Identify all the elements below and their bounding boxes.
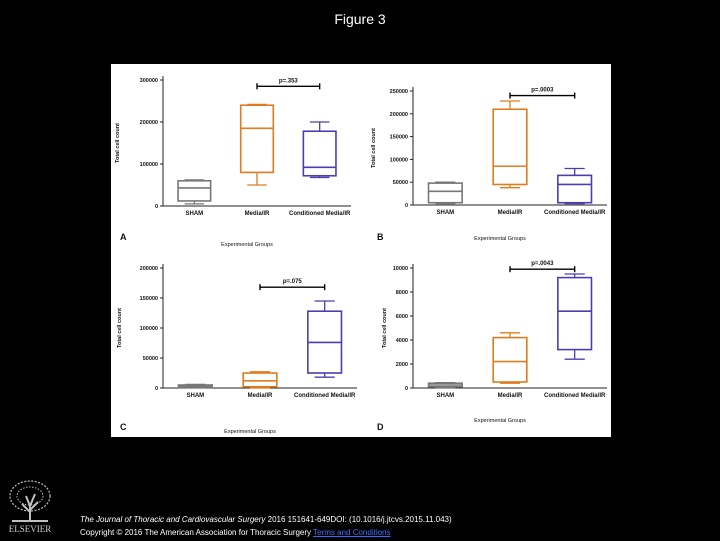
box-conditioned-media-ir — [558, 278, 592, 350]
x-axis-label: Experimental Groups — [474, 418, 526, 424]
x-category-label: SHAM — [185, 211, 204, 217]
y-tick-label: 50000 — [392, 180, 408, 187]
y-tick-label: 10000 — [392, 266, 408, 272]
box-sham — [178, 181, 211, 201]
p-value-label: p=.075 — [282, 279, 302, 286]
y-tick-label: 100000 — [139, 326, 158, 332]
journal-name: The Journal of Thoracic and Cardiovascular Surgery — [80, 515, 266, 524]
y-tick-label: 200000 — [389, 111, 408, 118]
y-tick-label: 250000 — [389, 89, 408, 95]
y-tick-label: 2000 — [395, 362, 408, 368]
panel-letter: C — [120, 422, 127, 432]
figure-panel — [111, 64, 611, 437]
chart-panel-c — [117, 264, 357, 435]
x-category-label: SHAM — [186, 393, 205, 399]
y-tick-label: 50000 — [142, 356, 158, 362]
x-axis-label: Experimental Groups — [474, 236, 526, 242]
y-tick-label: 4000 — [395, 338, 408, 344]
y-axis-label: Total cell count — [117, 308, 123, 348]
chart-panel-d — [377, 261, 607, 432]
y-tick-label: 0 — [404, 203, 408, 209]
citation-line-1 — [80, 515, 452, 524]
box-media-ir — [243, 373, 277, 387]
y-axis-label: Total cell count — [382, 308, 388, 348]
y-axis-label: Total cell count — [371, 128, 377, 168]
x-category-label: Media/IR — [497, 210, 523, 216]
chart-panel-a — [115, 76, 351, 248]
y-tick-label: 100000 — [139, 162, 158, 168]
elsevier-logo — [4, 476, 56, 536]
y-tick-label: 150000 — [139, 296, 158, 302]
box-conditioned-media-ir — [303, 131, 336, 176]
box-plot-figure — [111, 64, 611, 437]
citation-details: 2016 151641-649DOI: (10.1016/j.jtcvs.2015.11.043) — [265, 515, 452, 524]
p-value-label: p=.0043 — [531, 261, 554, 268]
panel-letter: A — [120, 232, 127, 242]
y-tick-label: 300000 — [139, 78, 158, 84]
y-tick-label: 6000 — [395, 314, 408, 320]
x-category-label: Media/IR — [497, 393, 523, 399]
chart-panel-b — [371, 87, 607, 242]
y-tick-label: 150000 — [389, 134, 408, 141]
svg-text:ELSEVIER: ELSEVIER — [8, 524, 52, 534]
box-media-ir — [493, 109, 527, 184]
terms-link[interactable]: Terms and Conditions — [313, 528, 391, 537]
box-media-ir — [241, 105, 274, 172]
tree-logo-icon — [4, 476, 56, 536]
y-tick-label: 0 — [154, 386, 158, 392]
y-tick-label: 8000 — [395, 290, 408, 296]
x-category-label: Conditioned Media/IR — [543, 210, 606, 216]
slide-title: Figure 3 — [334, 11, 386, 27]
copyright-text: Copyright © 2016 The American Association for Thoracic Surgery — [80, 528, 314, 537]
p-value-label: p=.353 — [278, 78, 298, 85]
x-category-label: Media/IR — [247, 393, 273, 399]
y-tick-label: 100000 — [389, 157, 408, 164]
x-axis-label: Experimental Groups — [221, 242, 273, 248]
panel-letter: B — [377, 232, 384, 242]
x-category-label: Media/IR — [244, 211, 270, 217]
box-conditioned-media-ir — [558, 175, 592, 202]
x-category-label: Conditioned Media/IR — [288, 211, 351, 217]
x-axis-label: Experimental Groups — [224, 429, 276, 435]
p-value-label: p=.0003 — [531, 87, 554, 94]
x-category-label: Conditioned Media/IR — [543, 393, 606, 399]
y-tick-label: 0 — [154, 204, 158, 210]
y-tick-label: 0 — [404, 386, 408, 392]
y-tick-label: 200000 — [139, 266, 158, 272]
panel-letter: D — [377, 422, 384, 432]
box-sham — [429, 183, 463, 203]
y-tick-label: 200000 — [139, 120, 158, 126]
citation-line-2 — [80, 528, 391, 537]
x-category-label: SHAM — [436, 210, 455, 216]
x-category-label: Conditioned Media/IR — [293, 393, 356, 399]
box-media-ir — [493, 338, 527, 382]
x-category-label: SHAM — [436, 393, 455, 399]
y-axis-label: Total cell count — [115, 123, 121, 163]
